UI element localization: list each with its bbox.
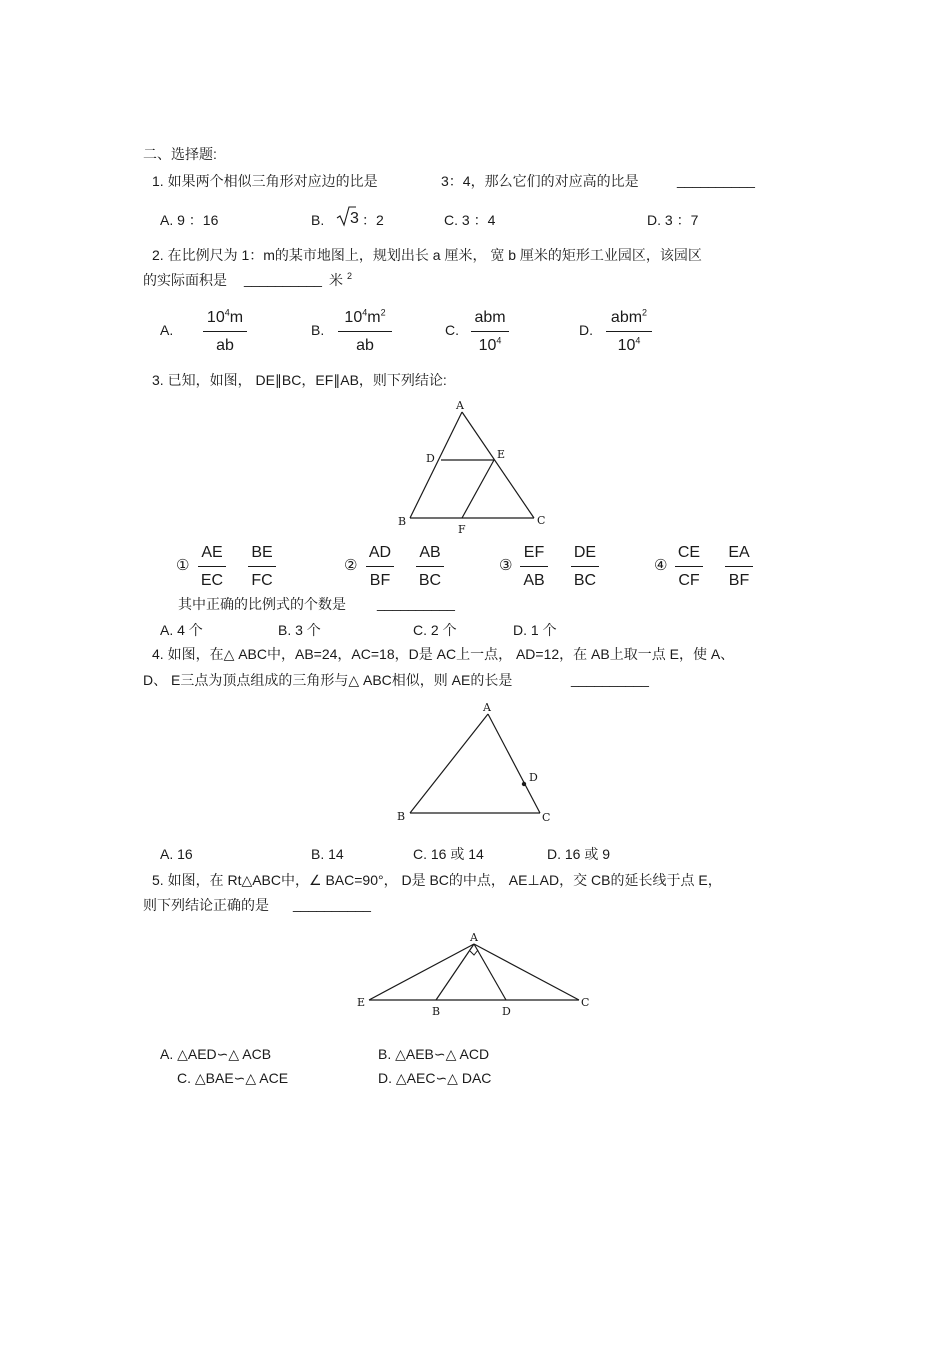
q2-option-b-fraction: [338, 307, 392, 356]
fraction-bar: [198, 566, 226, 567]
q1-option-d: D. 3 ：7: [647, 212, 699, 228]
q4-option-d: D. 16 或 9: [547, 846, 611, 862]
q5-line-ae: [369, 944, 474, 1000]
q2-unit: [329, 273, 352, 287]
q2-b-num: 10: [344, 309, 363, 326]
q2-blank: __________: [244, 271, 322, 287]
q3-c2-n1: AD: [368, 544, 392, 561]
q2-b-den: ab: [356, 337, 374, 354]
q4-option-b: B. 14: [311, 846, 344, 862]
q2-option-a-label: A.: [160, 322, 174, 338]
q3-line-ef: [462, 460, 494, 518]
q3-c4-d2: BF: [728, 572, 750, 589]
q4-option-c: C. 16 或 14: [413, 846, 484, 862]
q3-choice-4-fraction-2: [725, 545, 753, 591]
fraction-bar: [338, 331, 392, 332]
q3-line-ab: [410, 412, 462, 518]
q3-choice-3-fraction-2: [571, 545, 599, 591]
q3-c3-d2: BC: [573, 572, 597, 589]
q3-label-d: D: [426, 452, 435, 465]
q2-option-c-denominator: [471, 335, 509, 354]
fraction-bar: [203, 331, 247, 332]
q2-option-a-numerator: [203, 307, 247, 326]
q2-option-a-fraction: [203, 307, 247, 356]
q4-blank: __________: [571, 671, 649, 687]
q4-point-d: [522, 782, 526, 786]
q3-triangle-figure: [395, 395, 555, 540]
q3-option-a: A. 4 个: [160, 622, 203, 638]
q2-c-num: abm: [474, 309, 506, 326]
q3-c1-d2: FC: [251, 572, 273, 589]
q1-option-a: A. 9 ：16: [160, 212, 219, 228]
q3-c4-n1: CE: [677, 544, 701, 561]
section-title: 二、选择题:: [143, 146, 217, 162]
q2-option-d-denominator: [606, 335, 652, 354]
q5-stem-a: 5. 如图，在 Rt△ABC中，∠ BAC=90°， D是 BC的中点， AE⊥AD，交 CB的延长线于点 E，: [152, 872, 722, 888]
q1-stem-b: 3：4，那么它们的对应高的比是: [441, 173, 639, 189]
q4-line-ab: [410, 714, 488, 813]
q1-blank: __________: [677, 172, 755, 188]
q2-a-num: 10: [206, 309, 225, 326]
q3-choice-1-fraction-2: [248, 545, 276, 591]
q4-line-ac: [488, 714, 540, 813]
q2-option-c-label: C.: [445, 322, 459, 338]
q4-label-b: B: [397, 810, 406, 823]
q5-stem-b: 则下列结论正确的是: [143, 897, 269, 913]
q3-c4-n2: EA: [728, 544, 750, 561]
q2-d-num-sup: 2: [642, 307, 648, 318]
q5-label-d: D: [502, 1005, 511, 1018]
q5-option-a: A. △AED∽△ ACB: [160, 1046, 272, 1062]
q2-option-c-fraction: [471, 310, 509, 356]
q2-option-b-label: B.: [311, 322, 325, 338]
q4-label-c: C: [542, 811, 551, 824]
q5-triangle-figure: [352, 928, 602, 1023]
q3-c1-n1: AE: [201, 544, 223, 561]
fraction-bar: [520, 566, 548, 567]
q5-label-e: E: [357, 996, 366, 1009]
q3-c3-n1: EF: [523, 544, 545, 561]
q3-choice-3-fraction-1: [520, 545, 548, 591]
fraction-bar: [366, 566, 394, 567]
q3-label-f: F: [458, 523, 466, 536]
q5-option-d: D. △AEC∽△ DAC: [378, 1070, 492, 1086]
q2-b-num-tail-sup: 2: [380, 307, 386, 318]
q2-option-d-label: D.: [579, 322, 593, 338]
q4-stem-b: D、 E三点为顶点组成的三角形与△ ABC相似，则 AE的长是: [143, 672, 513, 688]
fraction-bar: [416, 566, 444, 567]
q3-option-d: D. 1 个: [513, 622, 557, 638]
q2-option-d-fraction: [606, 307, 652, 356]
q3-choice-2-fraction-1: [366, 545, 394, 591]
q2-a-num-tail: m: [229, 309, 244, 326]
q1-stem-a: 1. 如果两个相似三角形对应边的比是: [152, 173, 378, 189]
q3-choice-4-mark: ④: [654, 557, 668, 574]
q4-label-a: A: [483, 701, 491, 714]
q3-c3-n2: DE: [573, 544, 597, 561]
q3-choice-2-fraction-2: [416, 545, 444, 591]
q3-c3-d1: AB: [523, 572, 545, 589]
q5-blank: __________: [293, 896, 371, 912]
q3-c1-d1: EC: [200, 572, 224, 589]
q3-line-ac: [462, 412, 534, 518]
q2-option-b-numerator: [338, 307, 392, 326]
q3-choice-1-mark: ①: [176, 557, 190, 574]
q3-label-a: A: [456, 399, 464, 412]
q2-c-den: 10: [478, 337, 497, 354]
q3-choice-3-mark: ③: [499, 557, 513, 574]
q5-right-angle-mark: [470, 950, 478, 955]
q2-c-den-sup: 4: [496, 335, 502, 346]
fraction-bar: [675, 566, 703, 567]
q2-unit-text: 米: [329, 272, 343, 288]
q2-b-num-sup: 4: [362, 307, 368, 318]
q2-d-den-sup: 4: [635, 335, 641, 346]
q1-option-b-tail: ：2: [362, 212, 384, 228]
q3-prompt: 其中正确的比例式的个数是: [178, 596, 346, 612]
q3-choice-4-fraction-1: [675, 545, 703, 591]
q3-label-c: C: [537, 514, 546, 527]
q2-a-den: ab: [216, 337, 234, 354]
q1-option-c: C. 3 ：4: [444, 212, 496, 228]
q2-stem-a: 2. 在比例尺为 1：m的某市地图上，规划出长 a 厘米， 宽 b 厘米的矩形工业园区，该园区: [152, 247, 702, 263]
q4-option-a: A. 16: [160, 846, 193, 862]
q5-label-a: A: [470, 931, 478, 944]
fraction-bar: [606, 331, 652, 332]
q2-b-num-tail: m: [367, 309, 381, 326]
q1-option-b-radicand: 3: [350, 210, 359, 227]
q3-label-e: E: [497, 448, 506, 461]
q3-stem: 3. 已知，如图， DE∥BC，EF∥AB，则下列结论:: [152, 372, 447, 388]
q3-c4-d1: CF: [678, 572, 700, 589]
q5-label-b: B: [432, 1005, 441, 1018]
q5-option-b: B. △AEB∽△ ACD: [378, 1046, 490, 1062]
q4-label-d: D: [529, 771, 538, 784]
q3-label-b: B: [398, 515, 407, 528]
q5-option-c: C. △BAE∽△ ACE: [177, 1070, 289, 1086]
q4-stem-a: 4. 如图，在△ ABC中，AB=24，AC=18，D是 AC上一点， AD=12，在 AB上取一点 E，使 A、: [152, 646, 735, 662]
q3-blank: __________: [377, 595, 455, 611]
fraction-bar: [248, 566, 276, 567]
q3-choice-2-mark: ②: [344, 557, 358, 574]
q3-option-c: C. 2 个: [413, 622, 457, 638]
q2-stem-b: 的实际面积是: [143, 272, 227, 288]
q4-triangle-figure: [392, 700, 562, 835]
fraction-bar: [725, 566, 753, 567]
q3-c2-d1: BF: [369, 572, 391, 589]
q2-d-den: 10: [617, 337, 636, 354]
fraction-bar: [471, 331, 509, 332]
q2-d-num: abm: [610, 309, 643, 326]
q1-option-b-label: B.: [311, 212, 325, 228]
q2-a-num-sup: 4: [224, 307, 230, 318]
fraction-bar: [571, 566, 599, 567]
q3-option-b: B. 3 个: [278, 622, 321, 638]
q3-c2-n2: AB: [419, 544, 441, 561]
q2-option-d-numerator: [606, 307, 652, 326]
q3-c1-n2: BE: [251, 544, 273, 561]
q2-unit-sup: 2: [347, 271, 353, 282]
q5-line-ab: [436, 944, 474, 1000]
q5-label-c: C: [581, 996, 590, 1009]
q3-c2-d2: BC: [418, 572, 442, 589]
q3-choice-1-fraction-1: [198, 545, 226, 591]
